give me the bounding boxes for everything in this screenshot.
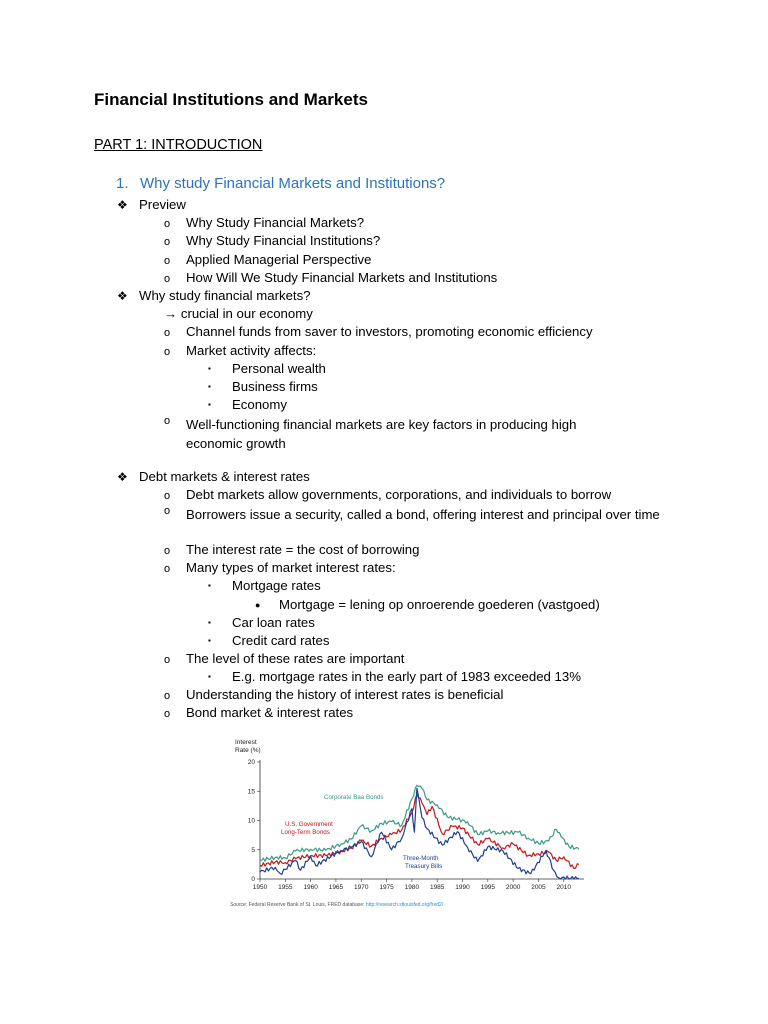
- list-item: o Borrowers issue a security, called a bond, offering interest and principal over time: [164, 505, 660, 522]
- x-tick-label: 2005: [531, 884, 546, 891]
- list-item: ▪ Credit card rates: [208, 633, 330, 648]
- dot-bullet-icon: ●: [255, 600, 261, 610]
- label-us-govt-line2: Long-Term Bonds: [281, 829, 330, 836]
- list-item: o Why Study Financial Markets?: [164, 215, 365, 230]
- square-bullet-icon: ▪: [208, 364, 211, 373]
- y-tick-label: 20: [247, 759, 255, 766]
- list-item: o The level of these rates are important: [164, 651, 405, 666]
- circle-bullet-icon: o: [164, 690, 171, 702]
- list-item: ❖ Debt markets & interest rates: [117, 469, 310, 484]
- y-tick-label: 15: [247, 788, 255, 796]
- label-corporate-baa: Corporate Baa Bonds: [324, 794, 384, 801]
- circle-bullet-icon: o: [164, 218, 171, 230]
- circle-bullet-icon: o: [164, 236, 171, 248]
- list-item: o Applied Managerial Perspective: [164, 252, 372, 267]
- circle-bullet-icon: o: [164, 273, 171, 285]
- arrow-icon: →: [164, 306, 178, 321]
- square-bullet-icon: ▪: [208, 400, 211, 409]
- x-tick-label: 1995: [480, 884, 496, 891]
- x-tick-label: 1960: [303, 884, 318, 891]
- x-tick-label: 1985: [429, 884, 445, 891]
- list-item: o Many types of market interest rates:: [164, 560, 396, 575]
- list-item: o The interest rate = the cost of borrowing: [164, 542, 420, 557]
- document-title: Financial Institutions and Markets: [94, 90, 368, 109]
- x-tick-label: 1975: [379, 884, 394, 891]
- square-bullet-icon: ▪: [208, 382, 211, 391]
- list-item: o Channel funds from saver to investors, promoting economic efficiency: [164, 324, 593, 339]
- x-tick-label: 2000: [505, 884, 521, 891]
- square-bullet-icon: ▪: [208, 636, 211, 645]
- list-item: ▪ Car loan rates: [208, 615, 315, 630]
- section-number: 1.: [116, 175, 129, 192]
- list-item: o Market activity affects:: [164, 343, 317, 358]
- circle-bullet-icon: o: [164, 490, 171, 502]
- part-heading: PART 1: INTRODUCTION: [94, 137, 263, 153]
- circle-bullet-icon: o: [164, 327, 171, 339]
- x-tick-label: 1955: [278, 884, 293, 891]
- list-item: ● Mortgage = lening op onroerende goederen (vastgoed): [255, 597, 600, 612]
- circle-bullet-icon: o: [164, 654, 171, 666]
- square-bullet-icon: ▪: [208, 581, 211, 590]
- label-tbills-line2: Treasury Bills: [405, 863, 443, 870]
- x-tick-label: 1970: [354, 884, 369, 891]
- x-tick-label: 1990: [455, 884, 470, 891]
- list-item: ▪ E.g. mortgage rates in the early part of 1983 exceeded 13%: [208, 669, 581, 684]
- list-item: ▪ Personal wealth: [208, 361, 326, 376]
- diamond-bullet-icon: ❖: [117, 289, 128, 303]
- y-tick-label: 0: [251, 876, 255, 883]
- diamond-bullet-icon: ❖: [117, 470, 128, 484]
- y-axis-label-line2: Rate (%): [235, 747, 261, 754]
- list-item: ❖ Preview: [117, 197, 186, 212]
- list-item: o Understanding the history of interest rates is beneficial: [164, 687, 504, 702]
- y-axis-label-line1: Interest: [235, 739, 257, 746]
- interest-rate-chart: [226, 736, 596, 912]
- x-tick-label: 2010: [556, 884, 571, 891]
- list-item: ▪ Mortgage rates: [208, 578, 321, 593]
- list-item: o Debt markets allow governments, corporations, and individuals to borrow: [164, 487, 612, 502]
- square-bullet-icon: ▪: [208, 618, 211, 627]
- chart-source: Source: Federal Reserve Bank of St. Louis, FRED database: http://research.stlouisfed.org/fred2/: [230, 902, 444, 908]
- x-tick-label: 1965: [328, 884, 344, 891]
- list-item: o Why Study Financial Institutions?: [164, 233, 381, 248]
- section-heading: [116, 175, 445, 192]
- list-item: ▪ Economy: [208, 397, 287, 412]
- circle-bullet-icon: o: [164, 255, 171, 267]
- section-heading-text: Why study Financial Markets and Institutions?: [140, 175, 446, 192]
- list-item: → crucial in our economy: [164, 306, 313, 321]
- label-tbills-line1: Three-Month: [403, 855, 439, 862]
- list-item: o How Will We Study Financial Markets and Institutions: [164, 270, 498, 285]
- circle-bullet-icon: o: [164, 346, 171, 358]
- diamond-bullet-icon: ❖: [117, 198, 128, 212]
- y-tick-label: 5: [251, 846, 255, 854]
- square-bullet-icon: ▪: [208, 672, 211, 681]
- list-item: o Bond market & interest rates: [164, 705, 354, 720]
- x-tick-label: 1950: [252, 884, 268, 891]
- list-item: ▪ Business firms: [208, 379, 318, 394]
- x-tick-label: 1980: [404, 884, 420, 891]
- circle-bullet-icon: o: [164, 505, 171, 517]
- circle-bullet-icon: o: [164, 708, 171, 720]
- circle-bullet-icon: o: [164, 415, 171, 427]
- y-tick-label: 10: [247, 817, 255, 825]
- label-us-govt-line1: U.S. Government: [285, 821, 333, 828]
- circle-bullet-icon: o: [164, 545, 171, 557]
- circle-bullet-icon: o: [164, 563, 171, 575]
- list-item: o Well-functioning financial markets are key factors in producing high economic growth: [164, 415, 577, 451]
- list-item: ❖ Why study financial markets?: [117, 288, 311, 303]
